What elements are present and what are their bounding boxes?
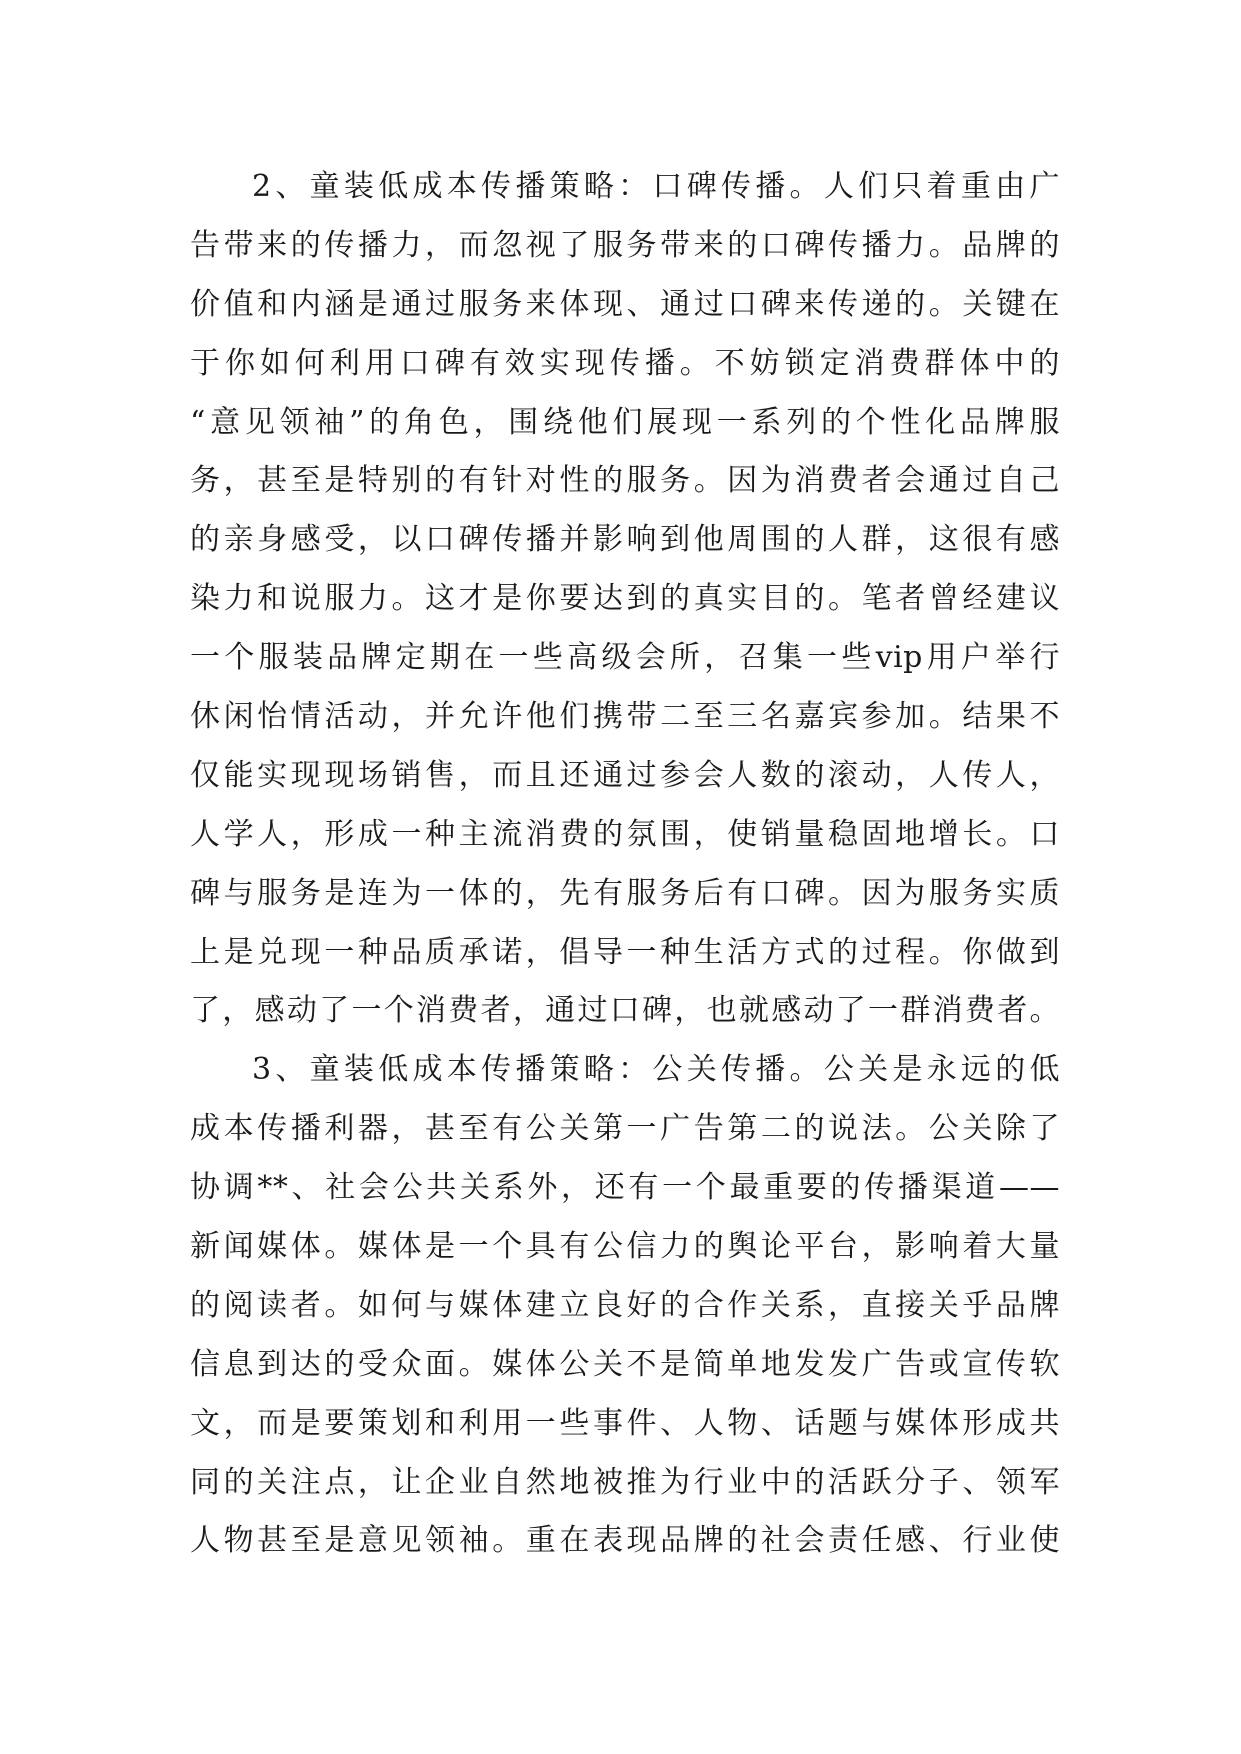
text-line: 信息到达的受众面。媒体公关不是简单地发发广告或宣传软 bbox=[190, 1346, 1060, 1382]
text-line: 仅能实现现场销售，而且还通过参会人数的滚动，人传人， bbox=[190, 757, 1060, 793]
text-line: 同的关注点，让企业自然地被推为行业中的活跃分子、领军 bbox=[190, 1464, 1060, 1500]
paragraph-word-of-mouth bbox=[190, 158, 1060, 1041]
text-line: 了，感动了一个消费者，通过口碑，也就感动了一群消费者。 bbox=[190, 993, 1060, 1029]
text-line: 休闲怡情活动，并允许他们携带二至三名嘉宾参加。结果不 bbox=[190, 699, 1060, 735]
text-line: 碑与服务是连为一体的，先有服务后有口碑。因为服务实质 bbox=[190, 875, 1060, 911]
text-line: 于你如何利用口碑有效实现传播。不妨锁定消费群体中的 bbox=[190, 345, 1060, 381]
text-line: 染力和说服力。这才是你要达到的真实目的。笔者曾经建议 bbox=[190, 581, 1060, 617]
text-line: 新闻媒体。媒体是一个具有公信力的舆论平台，影响着大量 bbox=[190, 1229, 1060, 1265]
text-line: 务，甚至是特别的有针对性的服务。因为消费者会通过自己 bbox=[190, 463, 1060, 499]
body-text bbox=[190, 158, 1060, 1571]
text-line: 协调**、社会公共关系外，还有一个最重要的传播渠道—— bbox=[190, 1170, 1060, 1206]
text-line: 2、童装低成本传播策略：口碑传播。人们只着重由广 bbox=[252, 169, 1060, 204]
text-line: 成本传播利器，甚至有公关第一广告第二的说法。公关除了 bbox=[190, 1111, 1060, 1147]
text-line: 的亲身感受，以口碑传播并影响到他周围的人群，这很有感 bbox=[190, 522, 1060, 558]
text-line: “意见领袖”的角色，围绕他们展现一系列的个性化品牌服 bbox=[190, 404, 1060, 440]
text-line: 一个服装品牌定期在一些高级会所，召集一些vip用户举行 bbox=[190, 640, 1060, 676]
text-line: 的阅读者。如何与媒体建立良好的合作关系，直接关乎品牌 bbox=[190, 1287, 1060, 1323]
text-line: 价值和内涵是通过服务来体现、通过口碑来传递的。关键在 bbox=[190, 286, 1060, 322]
text-line: 上是兑现一种品质承诺，倡导一种生活方式的过程。你做到 bbox=[190, 934, 1060, 970]
text-line: 文，而是要策划和利用一些事件、人物、话题与媒体形成共 bbox=[190, 1405, 1060, 1441]
text-line: 3、童装低成本传播策略：公关传播。公关是永远的低 bbox=[252, 1052, 1060, 1088]
text-line: 告带来的传播力，而忽视了服务带来的口碑传播力。品牌的 bbox=[190, 227, 1060, 263]
text-line: 人物甚至是意见领袖。重在表现品牌的社会责任感、行业使 bbox=[190, 1523, 1060, 1559]
paragraph-public-relations bbox=[190, 1041, 1060, 1571]
text-line: 人学人，形成一种主流消费的氛围，使销量稳固地增长。口 bbox=[190, 816, 1060, 852]
